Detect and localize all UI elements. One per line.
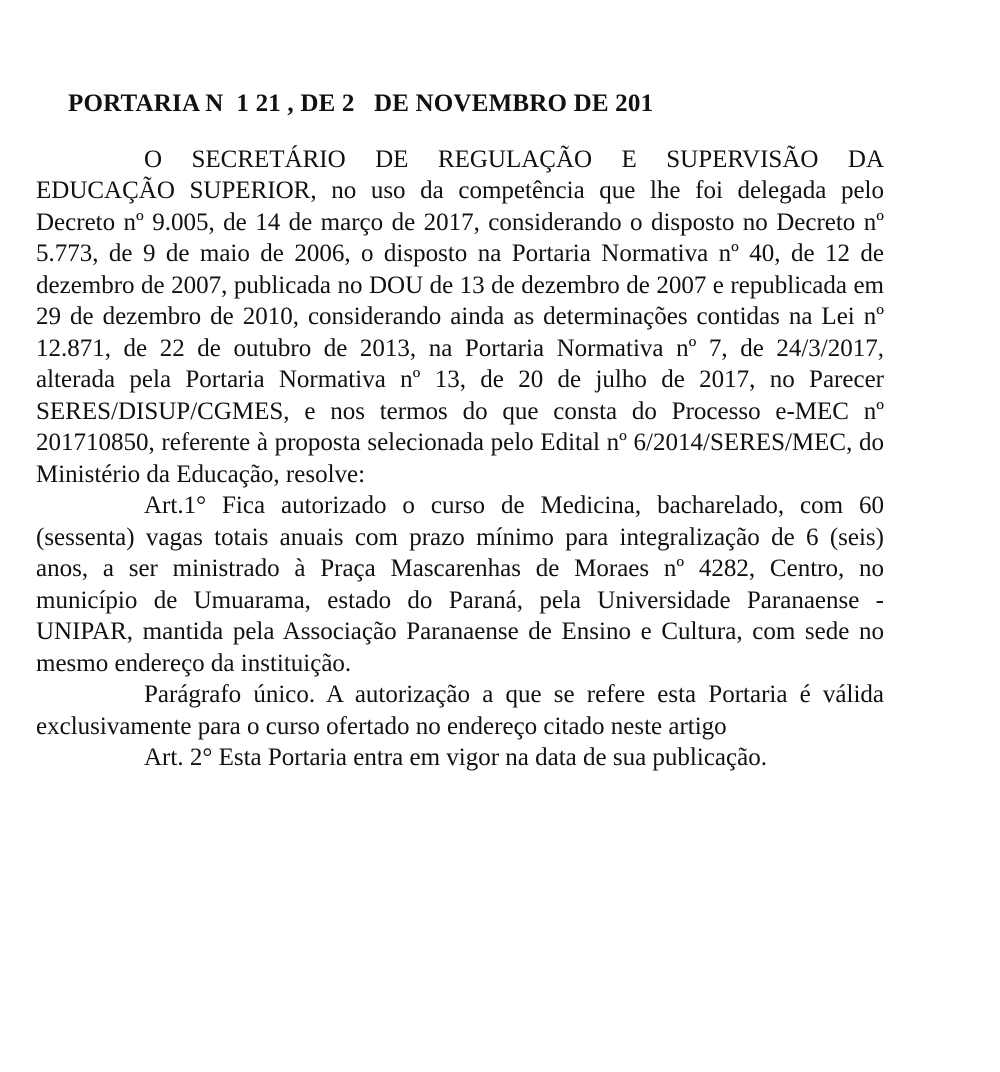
document-title: PORTARIA N 1 21 , DE 2 DE NOVEMBRO DE 201	[68, 90, 654, 117]
article-1-paragraph: Art.1° Fica autorizado o curso de Medicina, bacharelado, com 60 (sessenta) vagas totais anuais com prazo mínimo para integralização de 6 (seis) anos, a ser ministrado à Praça Mascarenhas de Moraes nº 4282, Centro, no município de Umuarama, estado do Paraná, pela Universidade Paranaense - UNIPAR, mantida pela Associação Paranaense de Ensino e Cultura, com sede no mesmo endereço da instituição.	[36, 492, 884, 677]
preamble-paragraph: O SECRETÁRIO DE REGULAÇÃO E SUPERVISÃO DA EDUCAÇÃO SUPERIOR, no uso da competência que lhe foi delegada pelo Decreto nº 9.005, de 14 de março de 2017, considerando o disposto no Decreto nº 5.773, de 9 de maio de 2006, o disposto na Portaria Normativa nº 40, de 12 de dezembro de 2007, publicada no DOU de 13 de dezembro de 2007 e republicada em 29 de dezembro de 2010, considerando ainda as determinações contidas na Lei nº 12.871, de 22 de outubro de 2013, na Portaria Normativa nº 7, de 24/3/2017, alterada pela Portaria Normativa nº 13, de 20 de julho de 2017, no Parecer SERES/DISUP/CGMES, e nos termos do que consta do Processo e-MEC nº 201710850, referente à proposta selecionada pelo Edital nº 6/2014/SERES/MEC, do Ministério da Educação, resolve:	[36, 145, 884, 488]
portaria-document	[36, 88, 884, 774]
sole-paragraph: Parágrafo único. A autorização a que se refere esta Portaria é válida exclusivamente para o curso ofertado no endereço citado neste artigo	[36, 681, 884, 740]
article-2-paragraph: Art. 2° Esta Portaria entra em vigor na data de sua publicação.	[144, 744, 767, 771]
